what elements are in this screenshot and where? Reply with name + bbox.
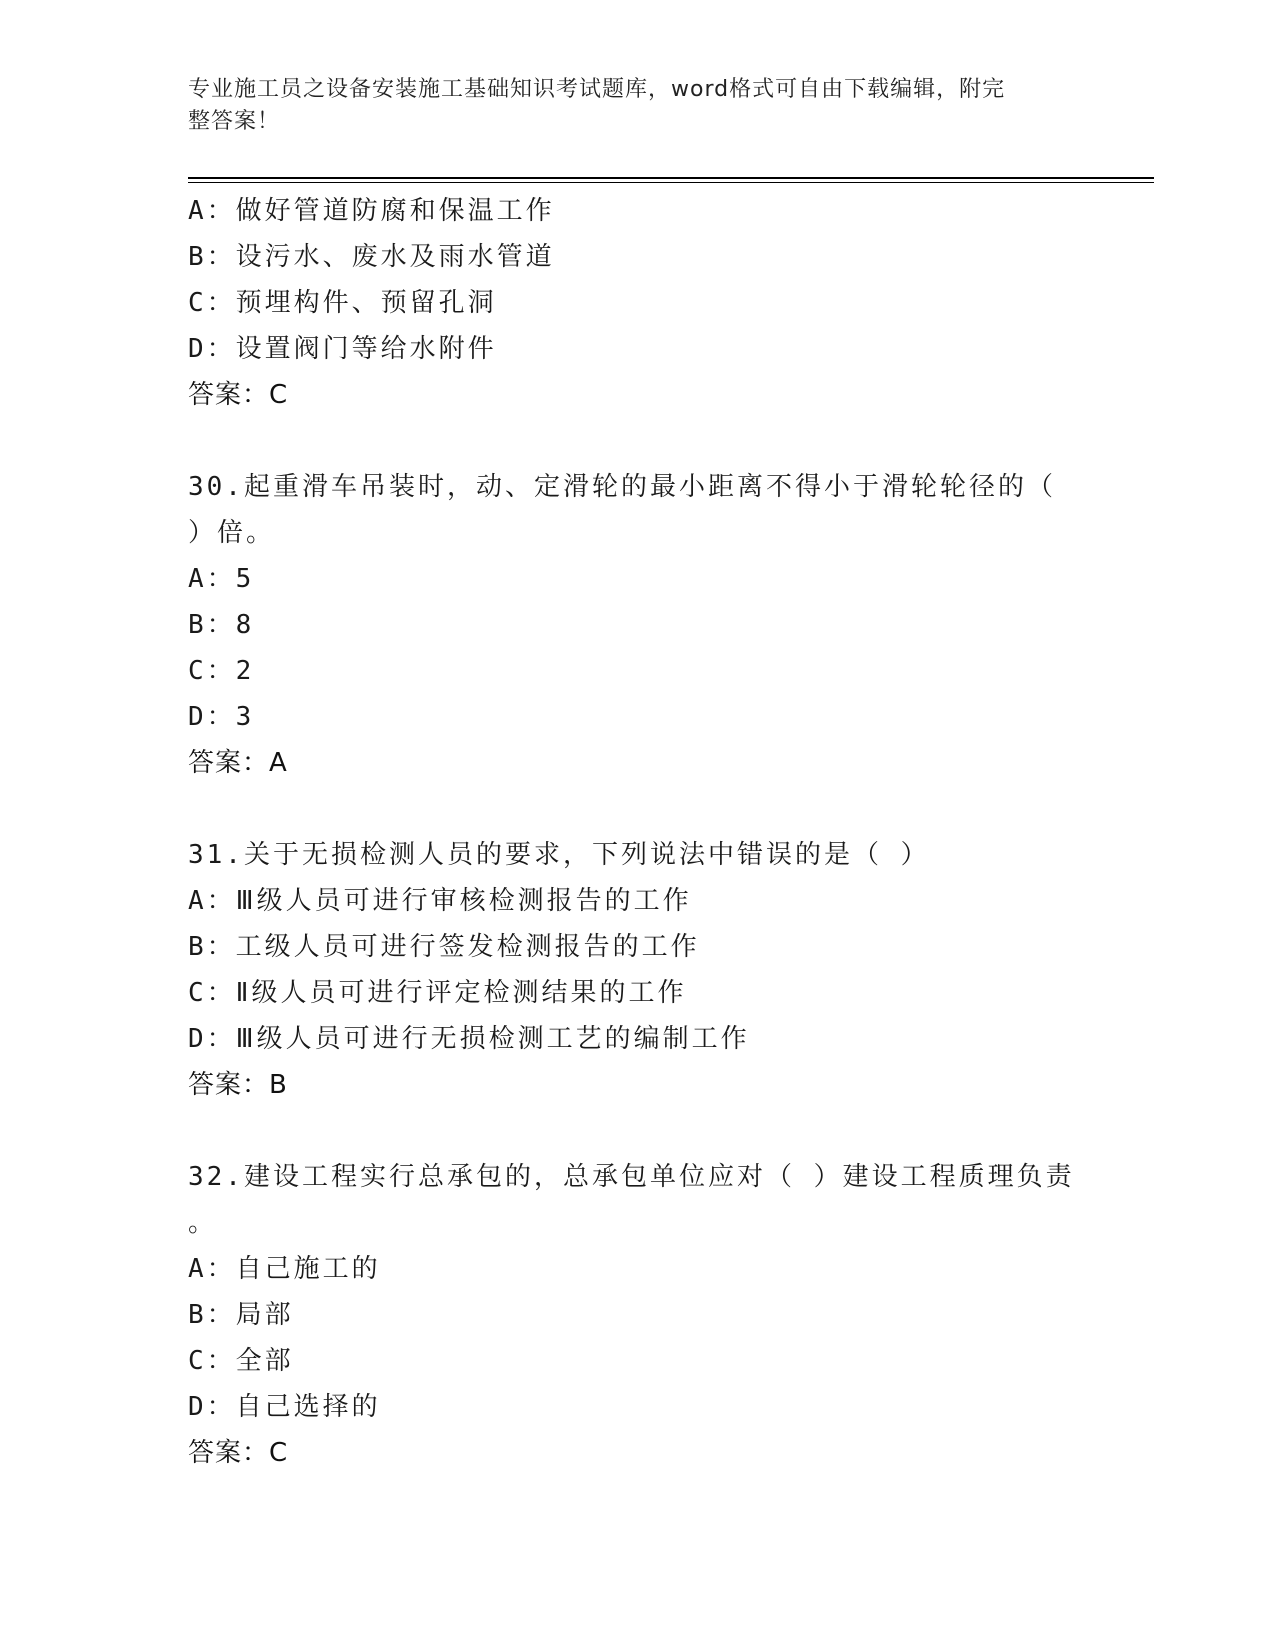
question-stem: 31.关于无损检测人员的要求，下列说法中错误的是（ ） (188, 840, 930, 870)
option-c: C：Ⅱ级人员可进行评定检测结果的工作 (188, 978, 687, 1008)
option-c: C：预埋构件、预留孔洞 (188, 288, 497, 318)
spacer (188, 1108, 1088, 1154)
header-divider-thick (188, 177, 1154, 179)
answer-line: 答案：A (188, 748, 288, 778)
question-list (188, 188, 1088, 1476)
spacer (188, 418, 1088, 464)
spacer (188, 786, 1088, 832)
answer-line: 答案：B (188, 1070, 288, 1100)
document-header (188, 74, 1088, 138)
option-b: B：局部 (188, 1300, 294, 1330)
option-c: C：全部 (188, 1346, 294, 1376)
option-b: B：设污水、废水及雨水管道 (188, 242, 555, 272)
answer-line: 答案：C (188, 1438, 289, 1468)
question-29 (188, 188, 1088, 418)
option-d: D：设置阀门等给水附件 (188, 334, 497, 364)
option-a: A：自己施工的 (188, 1254, 381, 1284)
header-divider-thin (188, 182, 1154, 183)
question-30 (188, 464, 1088, 786)
question-31 (188, 832, 1088, 1108)
option-d: D：自己选择的 (188, 1392, 381, 1422)
question-32 (188, 1154, 1088, 1476)
question-stem: 32.建设工程实行总承包的，总承包单位应对（ ）建设工程质理负责 (188, 1162, 1075, 1192)
option-d: D：3 (188, 702, 255, 732)
option-a: A：Ⅲ级人员可进行审核检测报告的工作 (188, 886, 692, 916)
option-a: A：做好管道防腐和保温工作 (188, 196, 555, 226)
header-line-2: 整答案！ (188, 109, 281, 134)
option-a: A：5 (188, 564, 255, 594)
answer-line: 答案：C (188, 380, 289, 410)
question-stem-continued: 。 (188, 1208, 218, 1238)
option-d: D：Ⅲ级人员可进行无损检测工艺的编制工作 (188, 1024, 750, 1054)
option-c: C：2 (188, 656, 255, 686)
option-b: B：工级人员可进行签发检测报告的工作 (188, 932, 700, 962)
question-stem: 30.起重滑车吊装时，动、定滑轮的最小距离不得小于滑轮轮径的（ (188, 472, 1056, 502)
option-b: B：8 (188, 610, 255, 640)
header-line-1: 专业施工员之设备安装施工基础知识考试题库，word格式可自由下载编辑，附完 (188, 77, 1006, 102)
question-stem-continued: ）倍。 (188, 518, 276, 548)
